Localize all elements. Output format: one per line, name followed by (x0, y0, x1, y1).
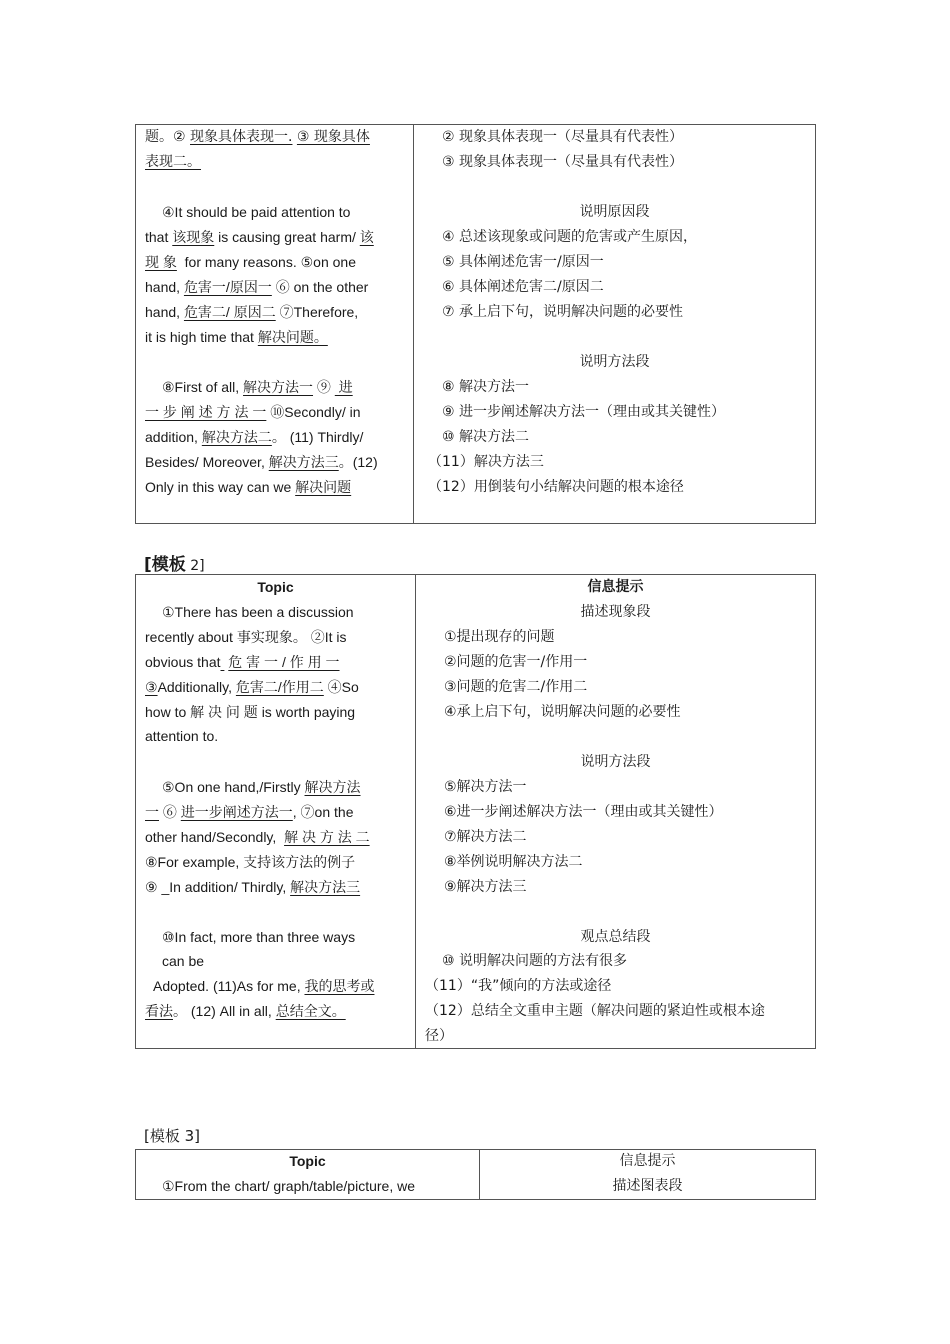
template-1-table (135, 124, 816, 524)
text-line: ③Additionally, 危害二/作用二 ④So (145, 679, 359, 695)
text-line: how to 解 决 问 题 is worth paying (145, 704, 356, 720)
text-line: 题。② 现象具体表现一. ③ 现象具体 (145, 129, 370, 145)
text-line: that 该现象 is causing great harm/ 该 (145, 229, 374, 245)
template-2-hint-cell (416, 575, 815, 1048)
text-line: 看法。 (12) All in all, 总结全文。 (145, 1003, 346, 1019)
text-line: ⑥ 具体阐述危害二/原因二 (442, 279, 604, 295)
text-line: ④ 总述该现象或问题的危害或产生原因， (442, 229, 697, 245)
text-line: ⑦解决方法二 (444, 829, 527, 845)
template-3-topic-cell (136, 1150, 480, 1199)
template-1-hint-cell (414, 125, 815, 523)
text-line: ⑦ 承上启下句，说明解决问题的必要性 (442, 304, 683, 320)
text-line: ⑤解决方法一 (444, 779, 527, 795)
text-line: can be (162, 953, 205, 969)
text-line: 一 步 阐 述 方 法 一 ⑩Secondly/ in (145, 404, 361, 420)
column-header-hints: 信息提示 (587, 579, 644, 595)
text-line: ⑤On one hand,/Firstly 解决方法 (162, 779, 361, 795)
text-line: other hand/Secondly, 解 决 方 法 二 (145, 829, 370, 845)
text-line: ⑥进一步阐述解决方法一（理由或其关键性） (444, 804, 723, 820)
text-line: （11）解决方法三 (428, 454, 544, 470)
text-line: ⑩In fact, more than three ways (162, 929, 356, 945)
text-line: ②问题的危害一/作用一 (444, 654, 588, 670)
text-line: （12）用倒装句小结解决问题的根本途径 (428, 479, 684, 495)
text-line: Only in this way can we 解决问题 (145, 479, 352, 495)
text-line: hand, 危害二/ 原因二 ⑦Therefore, (145, 304, 359, 320)
text-line: ⑨ _In addition/ Thirdly, 解决方法三 (145, 879, 361, 895)
column-header-hints: 信息提示 (619, 1153, 676, 1169)
text-line: 径） (425, 1028, 453, 1044)
text-line: ⑧First of all, 解决方法一 ⑨ 进 (162, 379, 353, 395)
template-2-topic-cell (136, 575, 416, 1048)
text-line: 现 象 for many reasons. ⑤on one (145, 254, 356, 270)
template-2-table (135, 574, 816, 1049)
text-line: ⑩ 解决方法二 (442, 429, 530, 445)
section-heading: 描述图表段 (612, 1178, 683, 1194)
template-3-title: [模板 3] (144, 1127, 201, 1145)
text-line: ⑨解决方法三 (444, 879, 527, 895)
text-line: ③ 现象具体表现一（尽量具有代表性） (442, 154, 683, 170)
template-1-topic-cell (136, 125, 414, 523)
text-line: ①提出现存的问题 (444, 629, 555, 645)
template-2-title: [模板 2] (144, 555, 205, 575)
section-heading: 描述现象段 (580, 604, 651, 620)
text-line: Besides/ Moreover, 解决方法三。(12) (145, 454, 378, 470)
text-line: ⑧For example, 支持该方法的例子 (145, 854, 356, 870)
text-line: ⑩ 说明解决问题的方法有很多 (442, 953, 628, 969)
text-line: ①From the chart/ graph/table/picture, we (162, 1178, 415, 1194)
text-line: obvious that 危 害 一 / 作 用 一 (145, 654, 340, 670)
section-heading: 说明原因段 (579, 204, 650, 220)
text-line: addition, 解决方法二。 (11) Thirdly/ (145, 429, 364, 445)
text-line: 一 ⑥ 进一步阐述方法一, ⑦on the (145, 804, 354, 820)
section-heading: 说明方法段 (579, 354, 650, 370)
text-line: recently about 事实现象。 ②It is (145, 629, 347, 645)
text-line: ⑨ 进一步阐述解决方法一（理由或其关键性） (442, 404, 725, 420)
text-line: ③问题的危害二/作用二 (444, 679, 588, 695)
text-line: it is high time that 解决问题。 (145, 329, 328, 345)
text-line: ⑧举例说明解决方法二 (444, 854, 583, 870)
text-line: ② 现象具体表现一（尽量具有代表性） (442, 129, 683, 145)
column-header-topic: Topic (289, 1153, 326, 1169)
template-3-table (135, 1149, 816, 1200)
text-line: 表现二。 (145, 154, 201, 170)
text-line: Adopted. (11)As for me, 我的思考或 (153, 978, 375, 994)
column-header-topic: Topic (257, 579, 294, 595)
text-line: ④It should be paid attention to (162, 204, 351, 220)
text-line: （12）总结全文重申主题（解决问题的紧迫性或根本途 (425, 1003, 765, 1019)
text-line: attention to. (145, 728, 219, 744)
section-heading: 说明方法段 (580, 754, 651, 770)
section-heading: 观点总结段 (580, 929, 651, 945)
template-3-hint-cell (480, 1150, 815, 1199)
text-line: （11）“我”倾向的方法或途径 (425, 978, 612, 994)
text-line: ⑧ 解决方法一 (442, 379, 530, 395)
text-line: hand, 危害一/原因一 ⑥ on the other (145, 279, 369, 295)
text-line: ④承上启下句，说明解决问题的必要性 (444, 704, 681, 720)
text-line: ①There has been a discussion (162, 604, 354, 620)
text-line: ⑤ 具体阐述危害一/原因一 (442, 254, 604, 270)
